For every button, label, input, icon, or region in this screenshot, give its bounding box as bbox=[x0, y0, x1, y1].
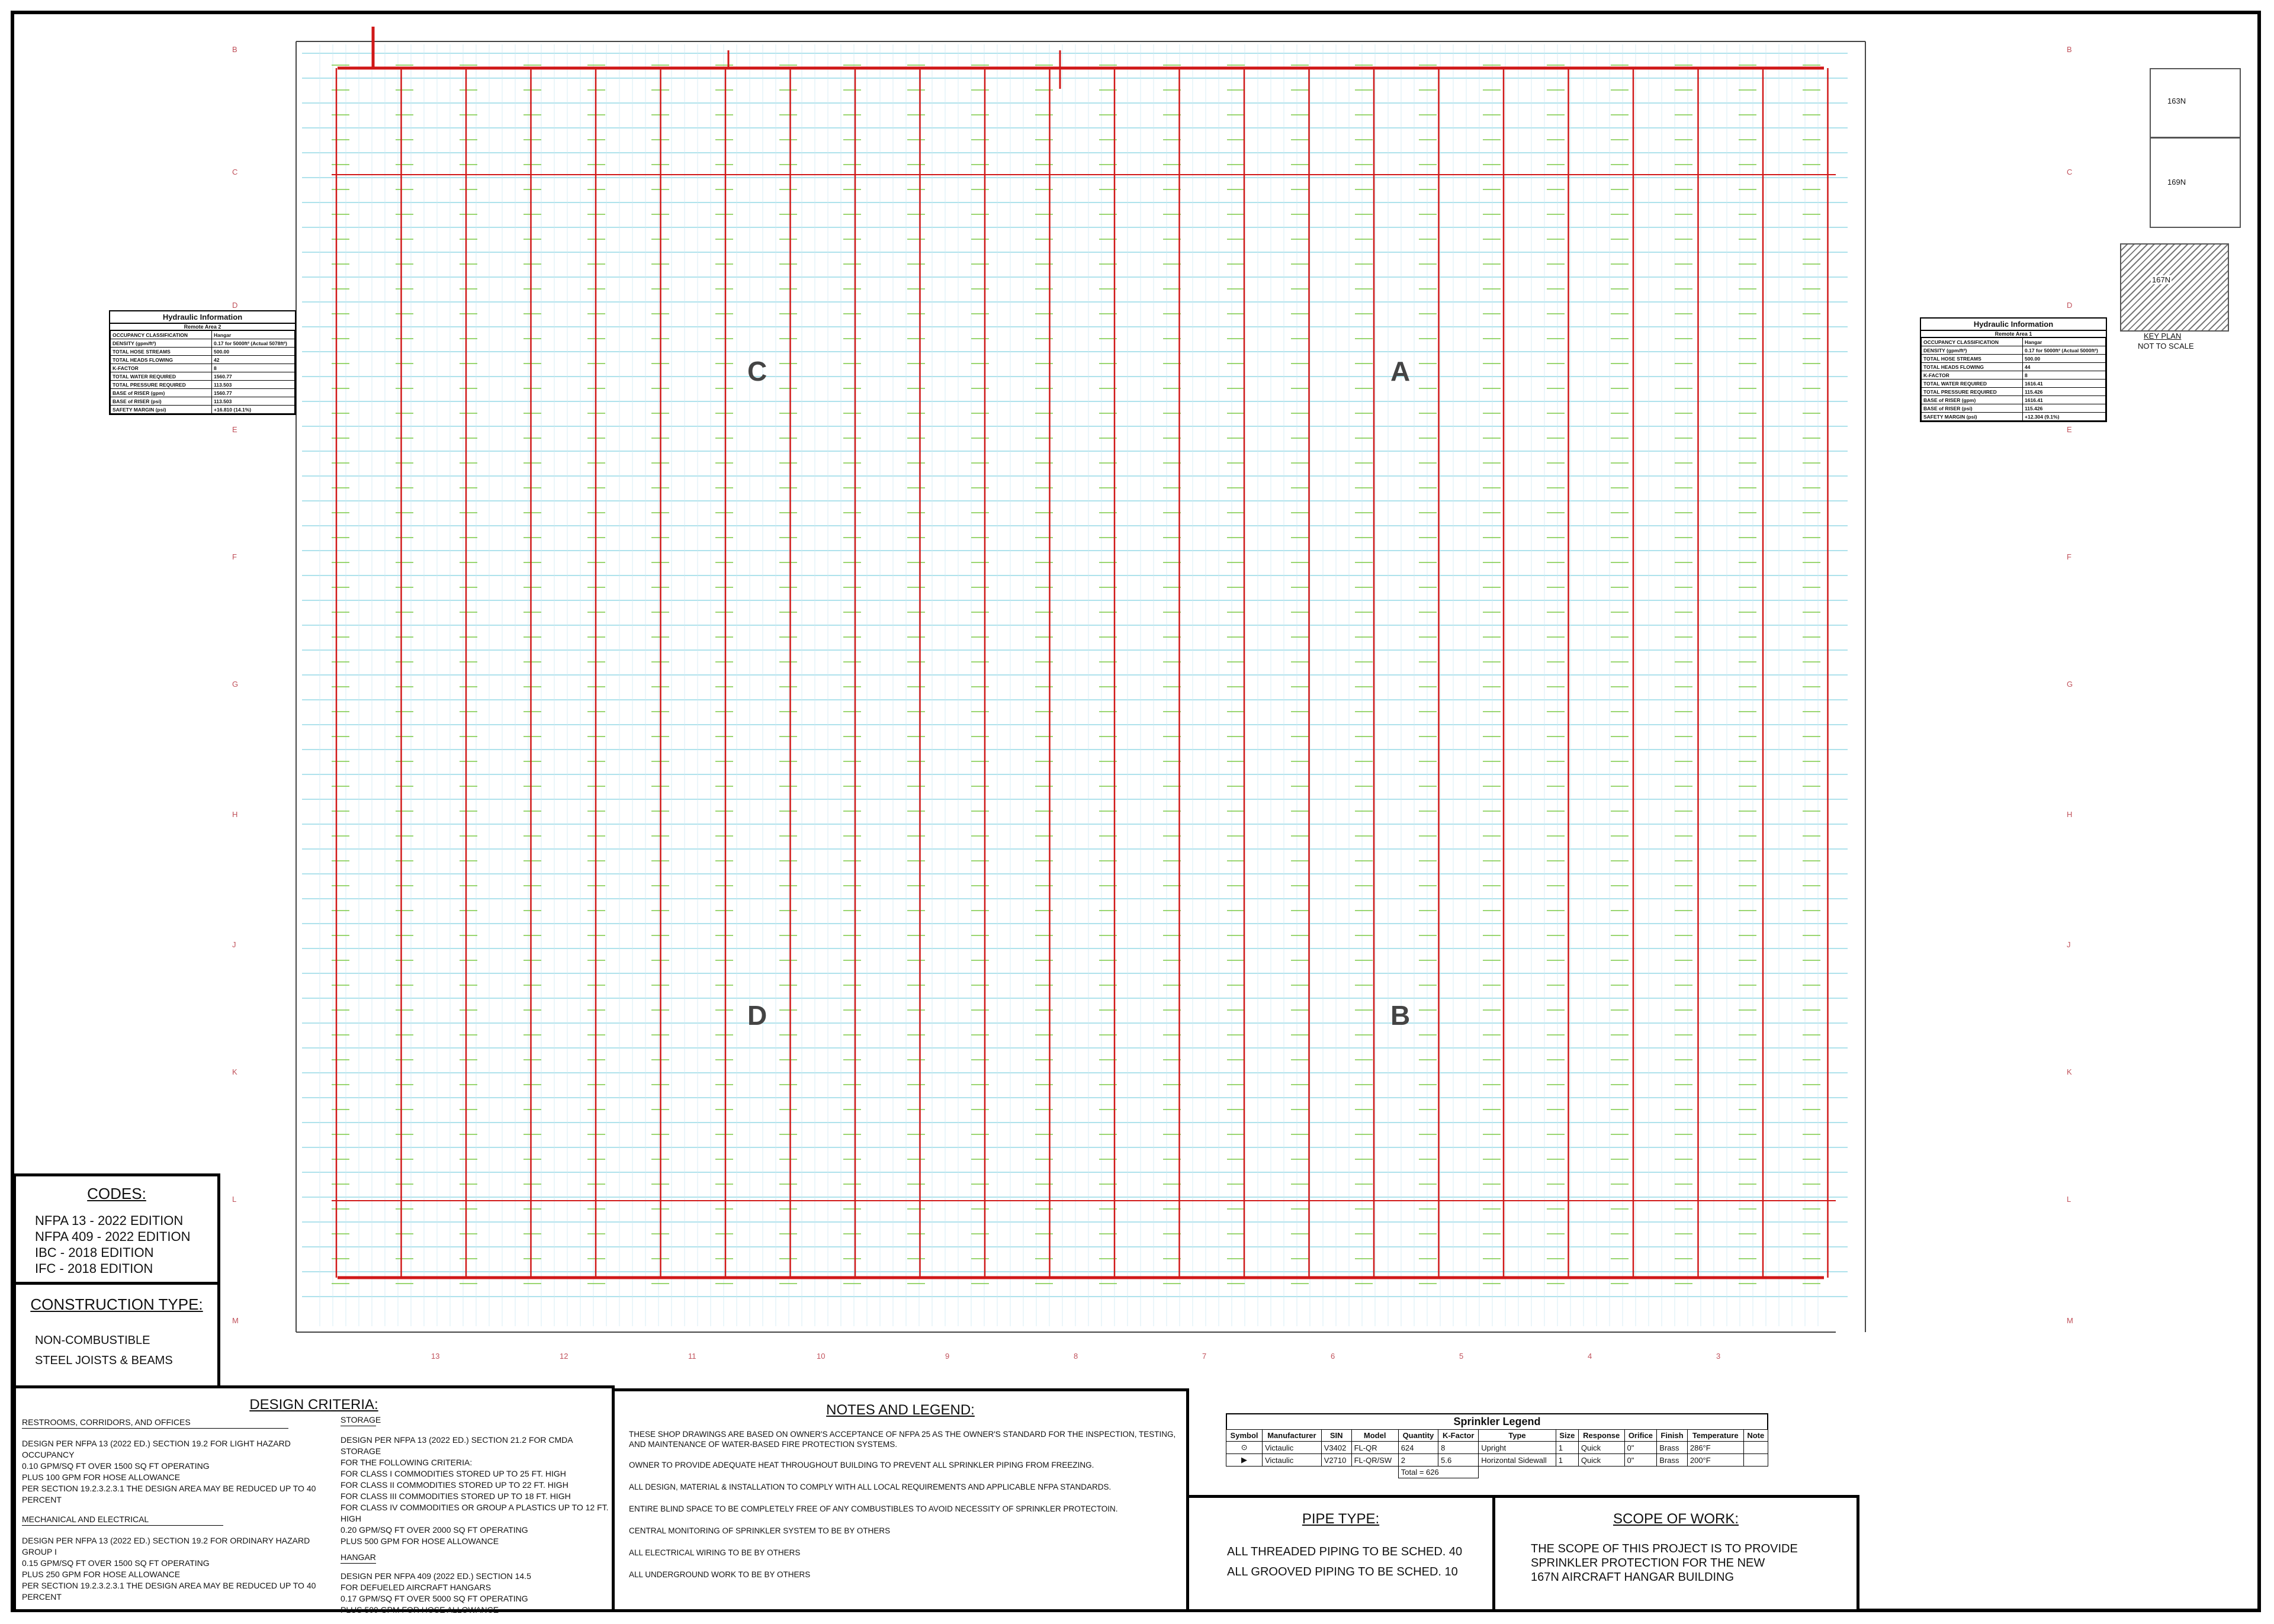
legend-header: Manufacturer bbox=[1263, 1430, 1322, 1442]
hydraulic-field: SAFETY MARGIN (psi) bbox=[1922, 413, 2023, 421]
legend-cell: Victaulic bbox=[1263, 1442, 1322, 1454]
legend-header: Size bbox=[1556, 1430, 1578, 1442]
design-heading: MECHANICAL AND ELECTRICAL bbox=[22, 1514, 223, 1526]
legend-cell: V3402 bbox=[1321, 1442, 1351, 1454]
legend-cell: FL-QR bbox=[1351, 1442, 1398, 1454]
hydraulic-field: TOTAL WATER REQUIRED bbox=[1922, 380, 2023, 388]
hydraulic-value: 500.00 bbox=[212, 348, 295, 356]
hydraulic-value: 115.426 bbox=[2023, 404, 2106, 413]
sprinkler-legend bbox=[1226, 1413, 1768, 1478]
hydraulic-value: Hangar bbox=[212, 331, 295, 339]
note-item: ALL ELECTRICAL WIRING TO BE BY OTHERS bbox=[629, 1548, 801, 1557]
hydraulic-title: Hydraulic Information bbox=[110, 311, 295, 324]
design-line: 0.10 GPM/SQ FT OVER 1500 SQ FT OPERATING bbox=[22, 1461, 210, 1471]
area-label-a: A bbox=[1390, 356, 1411, 387]
key-plan bbox=[2108, 27, 2250, 358]
grid-letter-label: G bbox=[232, 680, 239, 689]
scope-title: SCOPE OF WORK: bbox=[1613, 1511, 1739, 1527]
area-label-d: D bbox=[747, 1000, 767, 1031]
hydraulic-field: TOTAL HEADS FLOWING bbox=[111, 356, 212, 364]
grid-letter-label: F bbox=[2067, 552, 2071, 561]
legend-header: Model bbox=[1351, 1430, 1398, 1442]
hydraulic-value: 1616.41 bbox=[2023, 380, 2106, 388]
grid-letter-label: D bbox=[232, 301, 238, 310]
legend-cell: 200°F bbox=[1687, 1454, 1743, 1467]
key-plan-label-169n: 169N bbox=[2167, 178, 2186, 186]
legend-cell: 0" bbox=[1624, 1442, 1657, 1454]
hydraulic-row bbox=[1922, 363, 2106, 371]
grid-number-label: 11 bbox=[688, 1352, 696, 1361]
grid-letter-label: M bbox=[232, 1316, 239, 1325]
scope-item: SPRINKLER PROTECTION FOR THE NEW bbox=[1531, 1557, 1765, 1570]
hydraulic-row bbox=[111, 389, 295, 397]
hydraulic-info-remote-area-2 bbox=[109, 310, 296, 415]
construction-type-box bbox=[13, 1282, 220, 1388]
note-item: ENTIRE BLIND SPACE TO BE COMPLETELY FREE OF ANY COMBUSTIBLES TO AVOID NECESSITY OF SPRINKLER PROTECTOIN. bbox=[629, 1504, 1118, 1513]
grid-letter-label: E bbox=[232, 425, 237, 434]
code-item: NFPA 13 - 2022 EDITION bbox=[35, 1213, 184, 1228]
grid-number-label: 6 bbox=[1331, 1352, 1335, 1361]
grid-letter-label: F bbox=[232, 552, 237, 561]
hydraulic-value: 1616.41 bbox=[2023, 396, 2106, 404]
hydraulic-field: OCCUPANCY CLASSIFICATION bbox=[1922, 338, 2023, 346]
area-label-b: B bbox=[1390, 1000, 1411, 1031]
legend-cell: Victaulic bbox=[1263, 1454, 1322, 1467]
hydraulic-value: 0.17 for 5000ft² (Actual 5078ft²) bbox=[212, 339, 295, 348]
legend-cell: 5.6 bbox=[1438, 1454, 1479, 1467]
design-line: FOR CLASS I COMMODITIES STORED UP TO 25 FT. HIGH bbox=[341, 1469, 566, 1478]
grid-letter-label: G bbox=[2067, 680, 2073, 689]
hydraulic-field: TOTAL HOSE STREAMS bbox=[111, 348, 212, 356]
grid-letter-label: K bbox=[232, 1067, 237, 1076]
hydraulic-value: 113.503 bbox=[212, 397, 295, 406]
legend-header: Symbol bbox=[1226, 1430, 1263, 1442]
scope-item: THE SCOPE OF THIS PROJECT IS TO PROVIDE bbox=[1531, 1542, 1798, 1555]
hydraulic-row bbox=[111, 381, 295, 389]
key-plan-subtitle: NOT TO SCALE bbox=[2138, 342, 2194, 350]
design-heading: STORAGE bbox=[341, 1414, 376, 1426]
hydraulic-value: 42 bbox=[212, 356, 295, 364]
legend-header: Finish bbox=[1657, 1430, 1688, 1442]
hydraulic-field: BASE of RISER (gpm) bbox=[111, 389, 212, 397]
design-line: 0.15 GPM/SQ FT OVER 1500 SQ FT OPERATING bbox=[22, 1558, 210, 1568]
hydraulic-row bbox=[1922, 371, 2106, 380]
hydraulic-value: 8 bbox=[212, 364, 295, 372]
legend-cell: Brass bbox=[1657, 1454, 1688, 1467]
legend-row bbox=[1226, 1454, 1768, 1467]
notes-list bbox=[629, 1429, 1180, 1580]
hydraulic-row bbox=[1922, 380, 2106, 388]
grid-number-label: 3 bbox=[1716, 1352, 1721, 1361]
hydraulic-value: +12.304 (9.1%) bbox=[2023, 413, 2106, 421]
key-plan-building-167n bbox=[2120, 243, 2229, 332]
design-line: FOR CLASS IV COMMODITIES OR GROUP A PLASTICS UP TO 12 FT. HIGH bbox=[341, 1503, 609, 1523]
hydraulic-value: 115.426 bbox=[2023, 388, 2106, 396]
legend-header: SIN bbox=[1321, 1430, 1351, 1442]
scope-item: 167N AIRCRAFT HANGAR BUILDING bbox=[1531, 1571, 1735, 1584]
legend-cell: Horizontal Sidewall bbox=[1479, 1454, 1556, 1467]
design-line: DESIGN PER NFPA 13 (2022 ED.) SECTION 21.2 FOR CMDA STORAGE bbox=[341, 1435, 573, 1456]
hydraulic-subtitle: Remote Area 1 bbox=[1921, 331, 2106, 337]
hydraulic-value: 44 bbox=[2023, 363, 2106, 371]
grid-letter-label: K bbox=[2067, 1067, 2072, 1076]
hydraulic-row bbox=[1922, 338, 2106, 346]
codes-title: CODES: bbox=[87, 1185, 146, 1202]
hydraulic-field: TOTAL PRESSURE REQUIRED bbox=[111, 381, 212, 389]
key-plan-building-169n bbox=[2150, 137, 2241, 228]
hydraulic-value: 1560.77 bbox=[212, 372, 295, 381]
hydraulic-row bbox=[111, 397, 295, 406]
note-item: THESE SHOP DRAWINGS ARE BASED ON OWNER'S ACCEPTANCE OF NFPA 25 AS THE OWNER'S STANDARD FOR THE INSPECTION, TESTING, AND MAINTENANCE OF WATER-BASED FIRE PROTECTION SYSTEMS. bbox=[629, 1430, 1176, 1449]
hydraulic-subtitle: Remote Area 2 bbox=[110, 324, 295, 330]
legend-cell: 8 bbox=[1438, 1442, 1479, 1454]
hydraulic-field: TOTAL WATER REQUIRED bbox=[111, 372, 212, 381]
design-line: PLUS 100 GPM FOR HOSE ALLOWANCE bbox=[22, 1472, 181, 1482]
design-line: DESIGN PER NFPA 13 (2022 ED.) SECTION 19.2 FOR ORDINARY HAZARD GROUP I bbox=[22, 1536, 310, 1557]
grid-letter-label: L bbox=[232, 1195, 237, 1204]
design-line: PLUS 250 GPM FOR HOSE ALLOWANCE bbox=[22, 1570, 181, 1579]
hydraulic-row bbox=[111, 406, 295, 414]
hydraulic-row bbox=[111, 372, 295, 381]
key-plan-label-163n: 163N bbox=[2167, 97, 2186, 105]
scope-of-work-box bbox=[1492, 1495, 1859, 1612]
hydraulic-field: BASE of RISER (gpm) bbox=[1922, 396, 2023, 404]
legend-header: K-Factor bbox=[1438, 1430, 1479, 1442]
code-item: IFC - 2018 EDITION bbox=[35, 1261, 153, 1276]
key-plan-label-167n: 167N bbox=[2152, 275, 2171, 284]
grid-letter-label: M bbox=[2067, 1316, 2073, 1325]
grid-letter-label: E bbox=[2067, 425, 2072, 434]
hydraulic-row bbox=[111, 331, 295, 339]
hydraulic-row bbox=[111, 348, 295, 356]
note-item: ALL UNDERGROUND WORK TO BE BY OTHERS bbox=[629, 1570, 811, 1579]
hydraulic-field: TOTAL HOSE STREAMS bbox=[1922, 355, 2023, 363]
hydraulic-row bbox=[1922, 388, 2106, 396]
grid-letter-label: D bbox=[2067, 301, 2073, 310]
legend-header: Orifice bbox=[1624, 1430, 1657, 1442]
legend-header: Temperature bbox=[1687, 1430, 1743, 1442]
legend-cell: Quick bbox=[1578, 1454, 1624, 1467]
note-item: OWNER TO PROVIDE ADEQUATE HEAT THROUGHOUT BUILDING TO PREVENT ALL SPRINKLER PIPING FROM FREEZING. bbox=[629, 1461, 1094, 1469]
grid-letter-label: C bbox=[232, 168, 238, 176]
legend-total-row bbox=[1226, 1467, 1768, 1478]
hydraulic-value: 1560.77 bbox=[212, 389, 295, 397]
grid-number-label: 8 bbox=[1074, 1352, 1078, 1361]
design-criteria-title: DESIGN CRITERIA: bbox=[249, 1397, 378, 1413]
hydraulic-title: Hydraulic Information bbox=[1921, 319, 2106, 331]
legend-row bbox=[1226, 1442, 1768, 1454]
hydraulic-value: 500.00 bbox=[2023, 355, 2106, 363]
hydraulic-value: +16.810 (14.1%) bbox=[212, 406, 295, 414]
hydraulic-value: Hangar bbox=[2023, 338, 2106, 346]
hydraulic-value: 8 bbox=[2023, 371, 2106, 380]
grid-number-label: 10 bbox=[817, 1352, 826, 1361]
design-line: DESIGN PER NFPA 13 (2022 ED.) SECTION 19.2 FOR LIGHT HAZARD OCCUPANCY bbox=[22, 1439, 291, 1459]
hydraulic-field: BASE of RISER (psi) bbox=[1922, 404, 2023, 413]
construction-item: STEEL JOISTS & BEAMS bbox=[35, 1354, 173, 1367]
hydraulic-field: BASE of RISER (psi) bbox=[111, 397, 212, 406]
design-line: PER SECTION 19.2.3.2.3.1 THE DESIGN AREA MAY BE REDUCED UP TO 40 PERCENT bbox=[22, 1581, 316, 1602]
hydraulic-row bbox=[1922, 404, 2106, 413]
grid-number-label: 5 bbox=[1459, 1352, 1464, 1361]
legend-header: Quantity bbox=[1398, 1430, 1438, 1442]
grid-number-label: 9 bbox=[945, 1352, 950, 1361]
grid-letter-label: H bbox=[232, 810, 238, 819]
legend-header: Type bbox=[1479, 1430, 1556, 1442]
hydraulic-field: TOTAL PRESSURE REQUIRED bbox=[1922, 388, 2023, 396]
hydraulic-row bbox=[1922, 413, 2106, 421]
notes-box bbox=[612, 1388, 1189, 1612]
design-left-column bbox=[22, 1417, 342, 1603]
grid-letter-label: L bbox=[2067, 1195, 2071, 1204]
grid-number-label: 13 bbox=[431, 1352, 440, 1361]
legend-cell: 1 bbox=[1556, 1454, 1578, 1467]
hydraulic-field: K-FACTOR bbox=[111, 364, 212, 372]
construction-item: NON-COMBUSTIBLE bbox=[35, 1334, 150, 1347]
note-item: CENTRAL MONITORING OF SPRINKLER SYSTEM TO BE BY OTHERS bbox=[629, 1526, 891, 1535]
grid-letter-label: J bbox=[232, 940, 236, 949]
hydraulic-field: DENSITY (gpm/ft²) bbox=[1922, 346, 2023, 355]
pipe-type-list bbox=[1227, 1542, 1492, 1582]
grid-letter-label: B bbox=[2067, 45, 2072, 54]
pipe-type-item: ALL GROOVED PIPING TO BE SCHED. 10 bbox=[1227, 1565, 1458, 1578]
code-item: IBC - 2018 EDITION bbox=[35, 1245, 154, 1260]
design-heading: RESTROOMS, CORRIDORS, AND OFFICES bbox=[22, 1417, 288, 1429]
design-line: 0.20 GPM/SQ FT OVER 2000 SQ FT OPERATING bbox=[341, 1525, 528, 1535]
key-plan-building-163n bbox=[2150, 68, 2241, 139]
design-line: PLUS 500 GPM FOR HOSE ALLOWANCE bbox=[341, 1605, 499, 1615]
pipe-type-item: ALL THREADED PIPING TO BE SCHED. 40 bbox=[1227, 1545, 1463, 1558]
legend-header-row bbox=[1226, 1430, 1768, 1442]
grid-letter-label: J bbox=[2067, 940, 2071, 949]
grid-letter-label: B bbox=[232, 45, 237, 54]
design-criteria-box bbox=[13, 1385, 615, 1615]
design-line: FOR THE FOLLOWING CRITERIA: bbox=[341, 1458, 473, 1467]
pipe-type-box bbox=[1186, 1495, 1495, 1612]
design-line: 0.17 GPM/SQ FT OVER 5000 SQ FT OPERATING bbox=[341, 1594, 528, 1603]
legend-cell: 2 bbox=[1398, 1454, 1438, 1467]
sprinkler-legend-title: Sprinkler Legend bbox=[1226, 1413, 1768, 1429]
sprinkler-piping bbox=[332, 27, 1836, 1278]
note-item: ALL DESIGN, MATERIAL & INSTALLATION TO COMPLY WITH ALL LOCAL REQUIREMENTS AND APPLICABLE NFPA STANDARDS. bbox=[629, 1482, 1112, 1491]
design-line: PER SECTION 19.2.3.2.3.1 THE DESIGN AREA MAY BE REDUCED UP TO 40 PERCENT bbox=[22, 1484, 316, 1504]
grid-labels bbox=[232, 45, 2073, 1361]
area-label-c: C bbox=[747, 356, 767, 387]
grid-number-label: 7 bbox=[1202, 1352, 1207, 1361]
design-heading: HANGAR bbox=[341, 1552, 376, 1564]
hydraulic-row bbox=[1922, 346, 2106, 355]
hydraulic-row bbox=[1922, 396, 2106, 404]
legend-cell: Brass bbox=[1657, 1442, 1688, 1454]
code-item: NFPA 409 - 2022 EDITION bbox=[35, 1229, 191, 1244]
design-line: PLUS 500 GPM FOR HOSE ALLOWANCE bbox=[341, 1536, 499, 1546]
legend-cell: Upright bbox=[1479, 1442, 1556, 1454]
hydraulic-field: TOTAL HEADS FLOWING bbox=[1922, 363, 2023, 371]
hydraulic-row bbox=[1922, 355, 2106, 363]
hydraulic-table bbox=[110, 330, 295, 414]
grid-number-label: 4 bbox=[1588, 1352, 1592, 1361]
legend-cell: 0" bbox=[1624, 1454, 1657, 1467]
scope-list bbox=[1531, 1542, 1857, 1584]
key-plan-title: KEY PLAN bbox=[2144, 332, 2182, 340]
legend-cell bbox=[1743, 1442, 1768, 1454]
hydraulic-field: DENSITY (gpm/ft²) bbox=[111, 339, 212, 348]
construction-list bbox=[35, 1330, 217, 1371]
legend-cell: 1 bbox=[1556, 1442, 1578, 1454]
legend-cell: Quick bbox=[1578, 1442, 1624, 1454]
design-line: FOR DEFUELED AIRCRAFT HANGARS bbox=[341, 1583, 492, 1592]
hydraulic-table bbox=[1921, 337, 2106, 421]
design-line: FOR CLASS II COMMODITIES STORED UP TO 22 FT. HIGH bbox=[341, 1480, 568, 1490]
notes-title: NOTES AND LEGEND: bbox=[826, 1402, 975, 1418]
codes-box bbox=[13, 1173, 220, 1285]
sprinkler-legend-table bbox=[1226, 1429, 1768, 1478]
legend-header: Response bbox=[1578, 1430, 1624, 1442]
codes-list bbox=[35, 1213, 217, 1276]
legend-cell: V2710 bbox=[1321, 1454, 1351, 1467]
construction-title: CONSTRUCTION TYPE: bbox=[30, 1295, 203, 1313]
design-line: FOR CLASS III COMMODITIES STORED UP TO 18 FT. HIGH bbox=[341, 1491, 571, 1501]
hydraulic-value: 113.503 bbox=[212, 381, 295, 389]
grid-letter-label: H bbox=[2067, 810, 2073, 819]
hydraulic-row bbox=[111, 364, 295, 372]
design-right-column bbox=[341, 1414, 613, 1616]
legend-cell: 624 bbox=[1398, 1442, 1438, 1454]
grid-number-label: 12 bbox=[560, 1352, 568, 1361]
hydraulic-row bbox=[111, 356, 295, 364]
legend-cell bbox=[1743, 1454, 1768, 1467]
hydraulic-field: K-FACTOR bbox=[1922, 371, 2023, 380]
hydraulic-field: SAFETY MARGIN (psi) bbox=[111, 406, 212, 414]
sprinkler-symbol-icon: ▶ bbox=[1226, 1454, 1263, 1467]
pipe-type-title: PIPE TYPE: bbox=[1302, 1511, 1380, 1527]
design-line: DESIGN PER NFPA 409 (2022 ED.) SECTION 14.5 bbox=[341, 1571, 531, 1581]
hydraulic-value: 0.17 for 5000ft² (Actual 5000ft²) bbox=[2023, 346, 2106, 355]
legend-total: Total = 626 bbox=[1398, 1467, 1479, 1478]
grid-letter-label: C bbox=[2067, 168, 2073, 176]
hydraulic-field: OCCUPANCY CLASSIFICATION bbox=[111, 331, 212, 339]
sprinkler-symbol-icon: ⊙ bbox=[1226, 1442, 1263, 1454]
hydraulic-info-remote-area-1 bbox=[1920, 317, 2107, 422]
legend-header: Note bbox=[1743, 1430, 1768, 1442]
hydraulic-row bbox=[111, 339, 295, 348]
legend-cell: FL-QR/SW bbox=[1351, 1454, 1398, 1467]
legend-cell: 286°F bbox=[1687, 1442, 1743, 1454]
